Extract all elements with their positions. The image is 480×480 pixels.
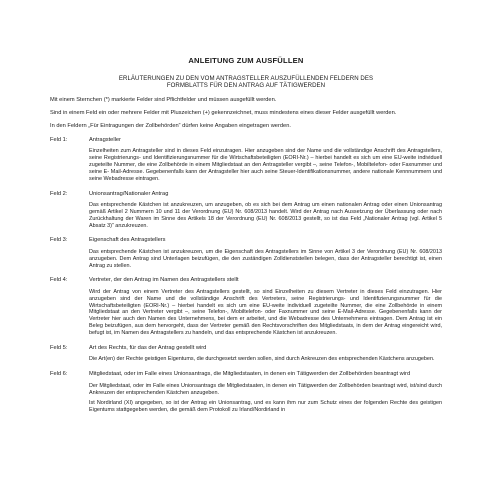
- field-heading: Unionsantrag/Nationaler Antrag: [89, 190, 169, 197]
- field-body: [89, 191, 442, 234]
- field-section-2: [50, 191, 442, 234]
- instruction-page: [50, 56, 442, 422]
- field-body: [89, 371, 442, 418]
- field-heading: Mitgliedstaat, oder im Falle eines Unionsantrags, die Mitgliedstaaten, in denen ein Tätigwerden der Zollbehörden beantragt wird: [89, 371, 411, 378]
- field-number: Feld 4:: [50, 277, 68, 284]
- field-paragraph: Das entsprechende Kästchen ist anzukreuzen, um die Eigenschaft des Antragstellers im Sinne von Artikel 3 der Verordnung (EU) Nr. 608/2013 anzugeben. Dem Antrag sind Unterlagen beizufügen, die den zuständigen Zolldienststellen belegen, dass der Antragsteller berechtigt ist, einen Antrag zu stellen.: [89, 248, 442, 269]
- field-heading: Vertreter, der den Antrag im Namen des Antragstellers stellt: [89, 277, 239, 284]
- field-number: Feld 2:: [50, 190, 68, 197]
- field-paragraph: Das entsprechende Kästchen ist anzukreuzen, um anzugeben, ob es sich bei dem Antrag um einen nationalen Antrag oder einen Unionsantrag gemäß Artikel 2 Nummern 10 und 11 der Verordnung (EU) Nr. 608/2013 handelt. Wird der Antrag nach Aussetzung der Überlassung oder nach Zurückhaltung der Waren im Sinne des Artikels 18 der Verordnung (EU) Nr. 608/2013 gestellt, so ist das Feld „Nationaler Antrag (vgl. Artikel 5 Absatz 3)“ anzukreuzen.: [89, 201, 442, 229]
- intro-paragraph: Sind in einem Feld ein oder mehrere Felder mit Pluszeichen (+) gekennzeichnet, muss mindestens eines dieser Felder ausgefüllt werden.: [50, 110, 397, 117]
- document-subtitle: [50, 75, 442, 90]
- field-paragraph: Der Mitgliedstaat, oder im Falle eines Unionsantrags die Mitgliedstaaten, in denen ein Tätigwerden der Zollbehörden beantragt wird, ist/sind durch Ankreuzen der entsprechenden Kästchen anzugeben.: [89, 382, 442, 396]
- subtitle-line-2: FORMBLATTS FÜR DEN ANTRAG AUF TÄTIGWERDEN: [166, 82, 326, 90]
- field-body: [89, 345, 442, 367]
- field-body: [89, 277, 442, 341]
- field-section-3: [50, 237, 442, 273]
- field-section-4: [50, 277, 442, 341]
- field-body: [89, 237, 442, 273]
- document-title: ANLEITUNG ZUM AUSFÜLLEN: [188, 56, 304, 65]
- subtitle-line-1: ERLÄUTERUNGEN ZU DEN VOM ANTRAGSTELLER AUSZUFÜLLENDEN FELDERN DES: [118, 75, 374, 82]
- field-number: Feld 1:: [50, 136, 68, 143]
- field-paragraph: Ist Nordirland (XI) angegeben, so ist der Antrag ein Unionsantrag, und es kann ihm nur zum Schutz eines der folgenden Rechte des geistigen Eigentums stattgegeben werden, die gemäß dem Protokoll zu Irland/Nordirland in: [89, 400, 442, 414]
- field-paragraph: Einzelheiten zum Antragsteller sind in dieses Feld einzutragen. Hier anzugeben sind der Name und die vollständige Anschrift des Antragstellers, seine Registrierungs- und Identifizierungsnummer für die Wirtschaftsbeteiligten (EORI-Nr.) – hierbei handelt es sich um eine EU-weite individuell zugeteilte Nummer, die eine Zollbehörde in einem Mitgliedstaat an den Antragsteller vergibt –, seine Telefon-, Mobiltelefon- oder Faxnummer und seine E- Mail-Adresse. Gegebenenfalls kann der Antragsteller hier auch seine Steuer-Identifikationsnummer, andere nationale Kennnummern und seine Webadresse eintragen.: [89, 148, 442, 182]
- field-heading: Art des Rechts, für das der Antrag gestellt wird: [89, 345, 207, 352]
- field-number: Feld 6:: [50, 371, 68, 378]
- intro-paragraph: In den Feldern „Für Eintragungen der Zollbehörden“ dürfen keine Angaben eingetragen werden.: [50, 123, 291, 130]
- field-section-1: [50, 137, 442, 187]
- field-body: [89, 137, 442, 187]
- field-section-5: [50, 345, 442, 367]
- field-section-6: [50, 371, 442, 418]
- field-paragraph: Wird der Antrag von einem Vertreter des Antragstellers gestellt, so sind Einzelheiten zu diesem Vertreter in dieses Feld einzutragen. Hier anzugeben sind der Name und die vollständige Anschrift des Vertreters, seine Registrierungs- und Identifizierungsnummer für die Wirtschaftsbeteiligten (EORI-Nr.) – hierbei handelt es sich um eine EU-weite individuell zugeteilte Nummer, die eine Zollbehörde in einem Mitgliedstaat an den Vertreter vergibt –, seine Telefon-, Mobiltelefon- oder Faxnummer und seine E-Mail-Adresse. Gegebenenfalls kann der Vertreter hier auch den Namen des Unternehmens, bei dem er arbeitet, und die Webadresse des Unternehmens eintragen. Dem Antrag ist ein Beleg beizufügen, aus dem hervorgeht, dass der Vertreter gemäß den Rechtsvorschriften des Mitgliedstaats, in dem der Antrag eingereicht wird, befugt ist, im Namen des Antragstellers zu handeln, und das entsprechende Kästchen ist anzukreuzen.: [89, 288, 442, 337]
- field-number: Feld 5:: [50, 345, 68, 352]
- intro-paragraph: Mit einem Sternchen (*) markierte Felder sind Pflichtfelder und müssen ausgefüllt werden.: [50, 96, 277, 103]
- field-number: Feld 3:: [50, 237, 68, 244]
- field-heading: Eigenschaft des Antragstellers: [89, 237, 166, 244]
- field-heading: Antragsteller: [89, 136, 121, 143]
- field-paragraph: Die Art(en) der Rechte geistigen Eigentums, die durchgesetzt werden sollen, sind durch Ankreuzen des entsprechenden Kästchens anzugeben.: [89, 356, 435, 363]
